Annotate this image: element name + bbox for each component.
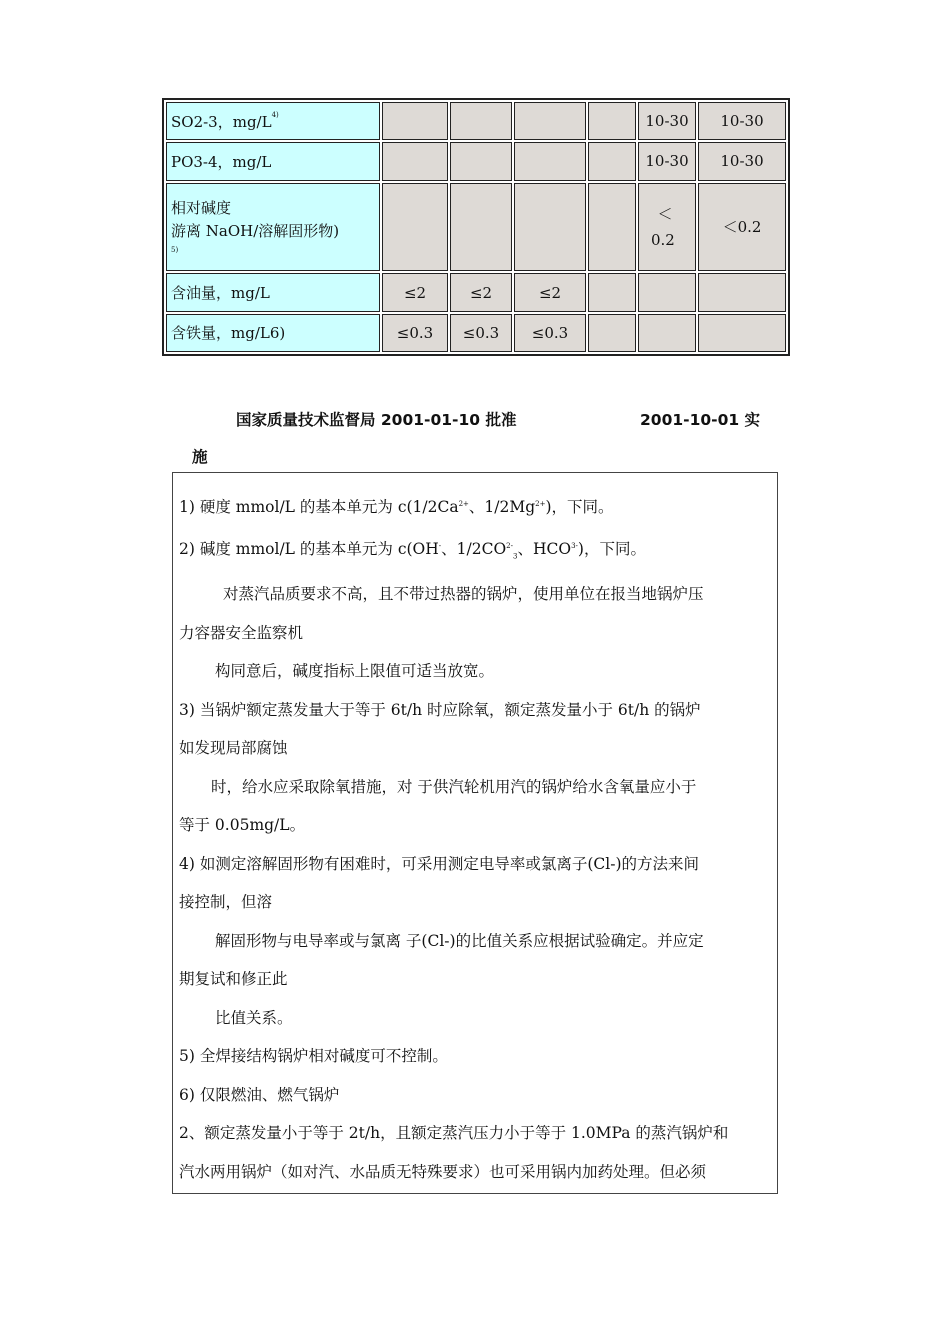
row-label: 含油量，mg/L (166, 273, 380, 311)
note-4-line: 解固形物与电导率或与氯离 子(Cl-)的比值关系应根据试验确定。并应定 (215, 931, 704, 950)
implementation-date: 2001-10-01 实 (640, 411, 761, 429)
table-cell: 10-30 (698, 102, 786, 140)
table-cell (450, 102, 512, 140)
table-row (166, 102, 786, 140)
table-cell: ≤0.3 (450, 314, 512, 352)
table-cell (514, 142, 586, 180)
table-cell (450, 142, 512, 180)
table-cell (638, 273, 696, 311)
table-cell (514, 102, 586, 140)
table-cell (588, 314, 636, 352)
table-row (166, 273, 786, 311)
row-label: PO3-4，mg/L (166, 142, 380, 180)
table-cell: ＜ 0.2 (638, 183, 696, 272)
note-4-line: 期复试和修正此 (179, 970, 288, 989)
table-cell (382, 102, 448, 140)
table-cell (382, 142, 448, 180)
table-row (166, 142, 786, 180)
note-3-line: 如发现局部腐蚀 (179, 739, 288, 758)
paragraph-2: 2、额定蒸发量小于等于 2t/h，且额定蒸汽压力小于等于 1.0MPa 的蒸汽锅炉和 (179, 1124, 729, 1143)
note-6: 6) 仅限燃油、燃气锅炉 (179, 1085, 340, 1104)
note-2: 2) 碱度 mmol/L 的基本单元为 c(OH-、$1/2CO^{2-}_3$、$HCO^{3-}$)，下同。 (179, 539, 646, 560)
table-cell (450, 183, 512, 272)
note-3: 3) 当锅炉额定蒸发量大于等于 6t/h 时应除氧，额定蒸发量小于 6t/h 的锅炉 (179, 700, 701, 719)
table-cell: ≤0.3 (514, 314, 586, 352)
footnotes-box (172, 472, 778, 1194)
table-cell: 10-30 (638, 102, 696, 140)
note-4-line: 接控制，但溶 (179, 893, 273, 912)
note-4-line: 比值关系。 (215, 1008, 293, 1027)
table-cell (698, 273, 786, 311)
table-cell: 10-30 (698, 142, 786, 180)
row-label: 含铁量，mg/L6) (166, 314, 380, 352)
table-cell: ＜0.2 (698, 183, 786, 272)
note-3-line: 时，给水应采取除氧措施，对 于供汽轮机用汽的锅炉给水含氧量应小于 (211, 777, 697, 796)
row-label: 相对碱度 游离 NaOH/溶解固形物) 5) (166, 183, 380, 272)
implementation-date-wrap: 施 (192, 448, 208, 466)
table-cell (638, 314, 696, 352)
table-cell: ≤2 (450, 273, 512, 311)
table-cell: ≤2 (514, 273, 586, 311)
table-cell (588, 273, 636, 311)
row-label: SO2-3，$mg/L^{4)}$ (166, 102, 380, 140)
approval-authority: 国家质量技术监督局 2001-01-10 批准 (236, 411, 517, 429)
table-cell (588, 142, 636, 180)
note-4: 4) 如测定溶解固形物有困难时，可采用测定电导率或氯离子(Cl-)的方法来间 (179, 854, 699, 873)
table-cell (588, 102, 636, 140)
note-2-line: 构同意后，碱度指标上限值可适当放宽。 (215, 662, 495, 681)
note-5: 5) 全焊接结构锅炉相对碱度可不控制。 (179, 1047, 448, 1066)
water-quality-table (162, 98, 790, 356)
table-cell: 10-30 (638, 142, 696, 180)
table-cell (382, 183, 448, 272)
table-cell (698, 314, 786, 352)
note-1: 1) 硬度 mmol/L 的基本单元为 $c(1/2Ca^{2+}$、$1/2Mg^{2+}$)，下同。 (179, 498, 614, 517)
paragraph-2-line: 汽水两用锅炉（如对汽、水品质无特殊要求）也可采用锅内加药处理。但必须 (179, 1162, 707, 1181)
note-3-line: 等于 0.05mg/L。 (179, 816, 306, 835)
table-cell (514, 183, 586, 272)
table-cell: ≤0.3 (382, 314, 448, 352)
note-2-line: 力容器安全监察机 (179, 623, 304, 642)
table-row (166, 183, 786, 272)
table-row (166, 314, 786, 352)
note-2-line: 对蒸汽品质要求不高，且不带过热器的锅炉，使用单位在报当地锅炉压 (223, 585, 704, 604)
spec-table (164, 100, 788, 354)
table-cell (588, 183, 636, 272)
table-cell: ≤2 (382, 273, 448, 311)
